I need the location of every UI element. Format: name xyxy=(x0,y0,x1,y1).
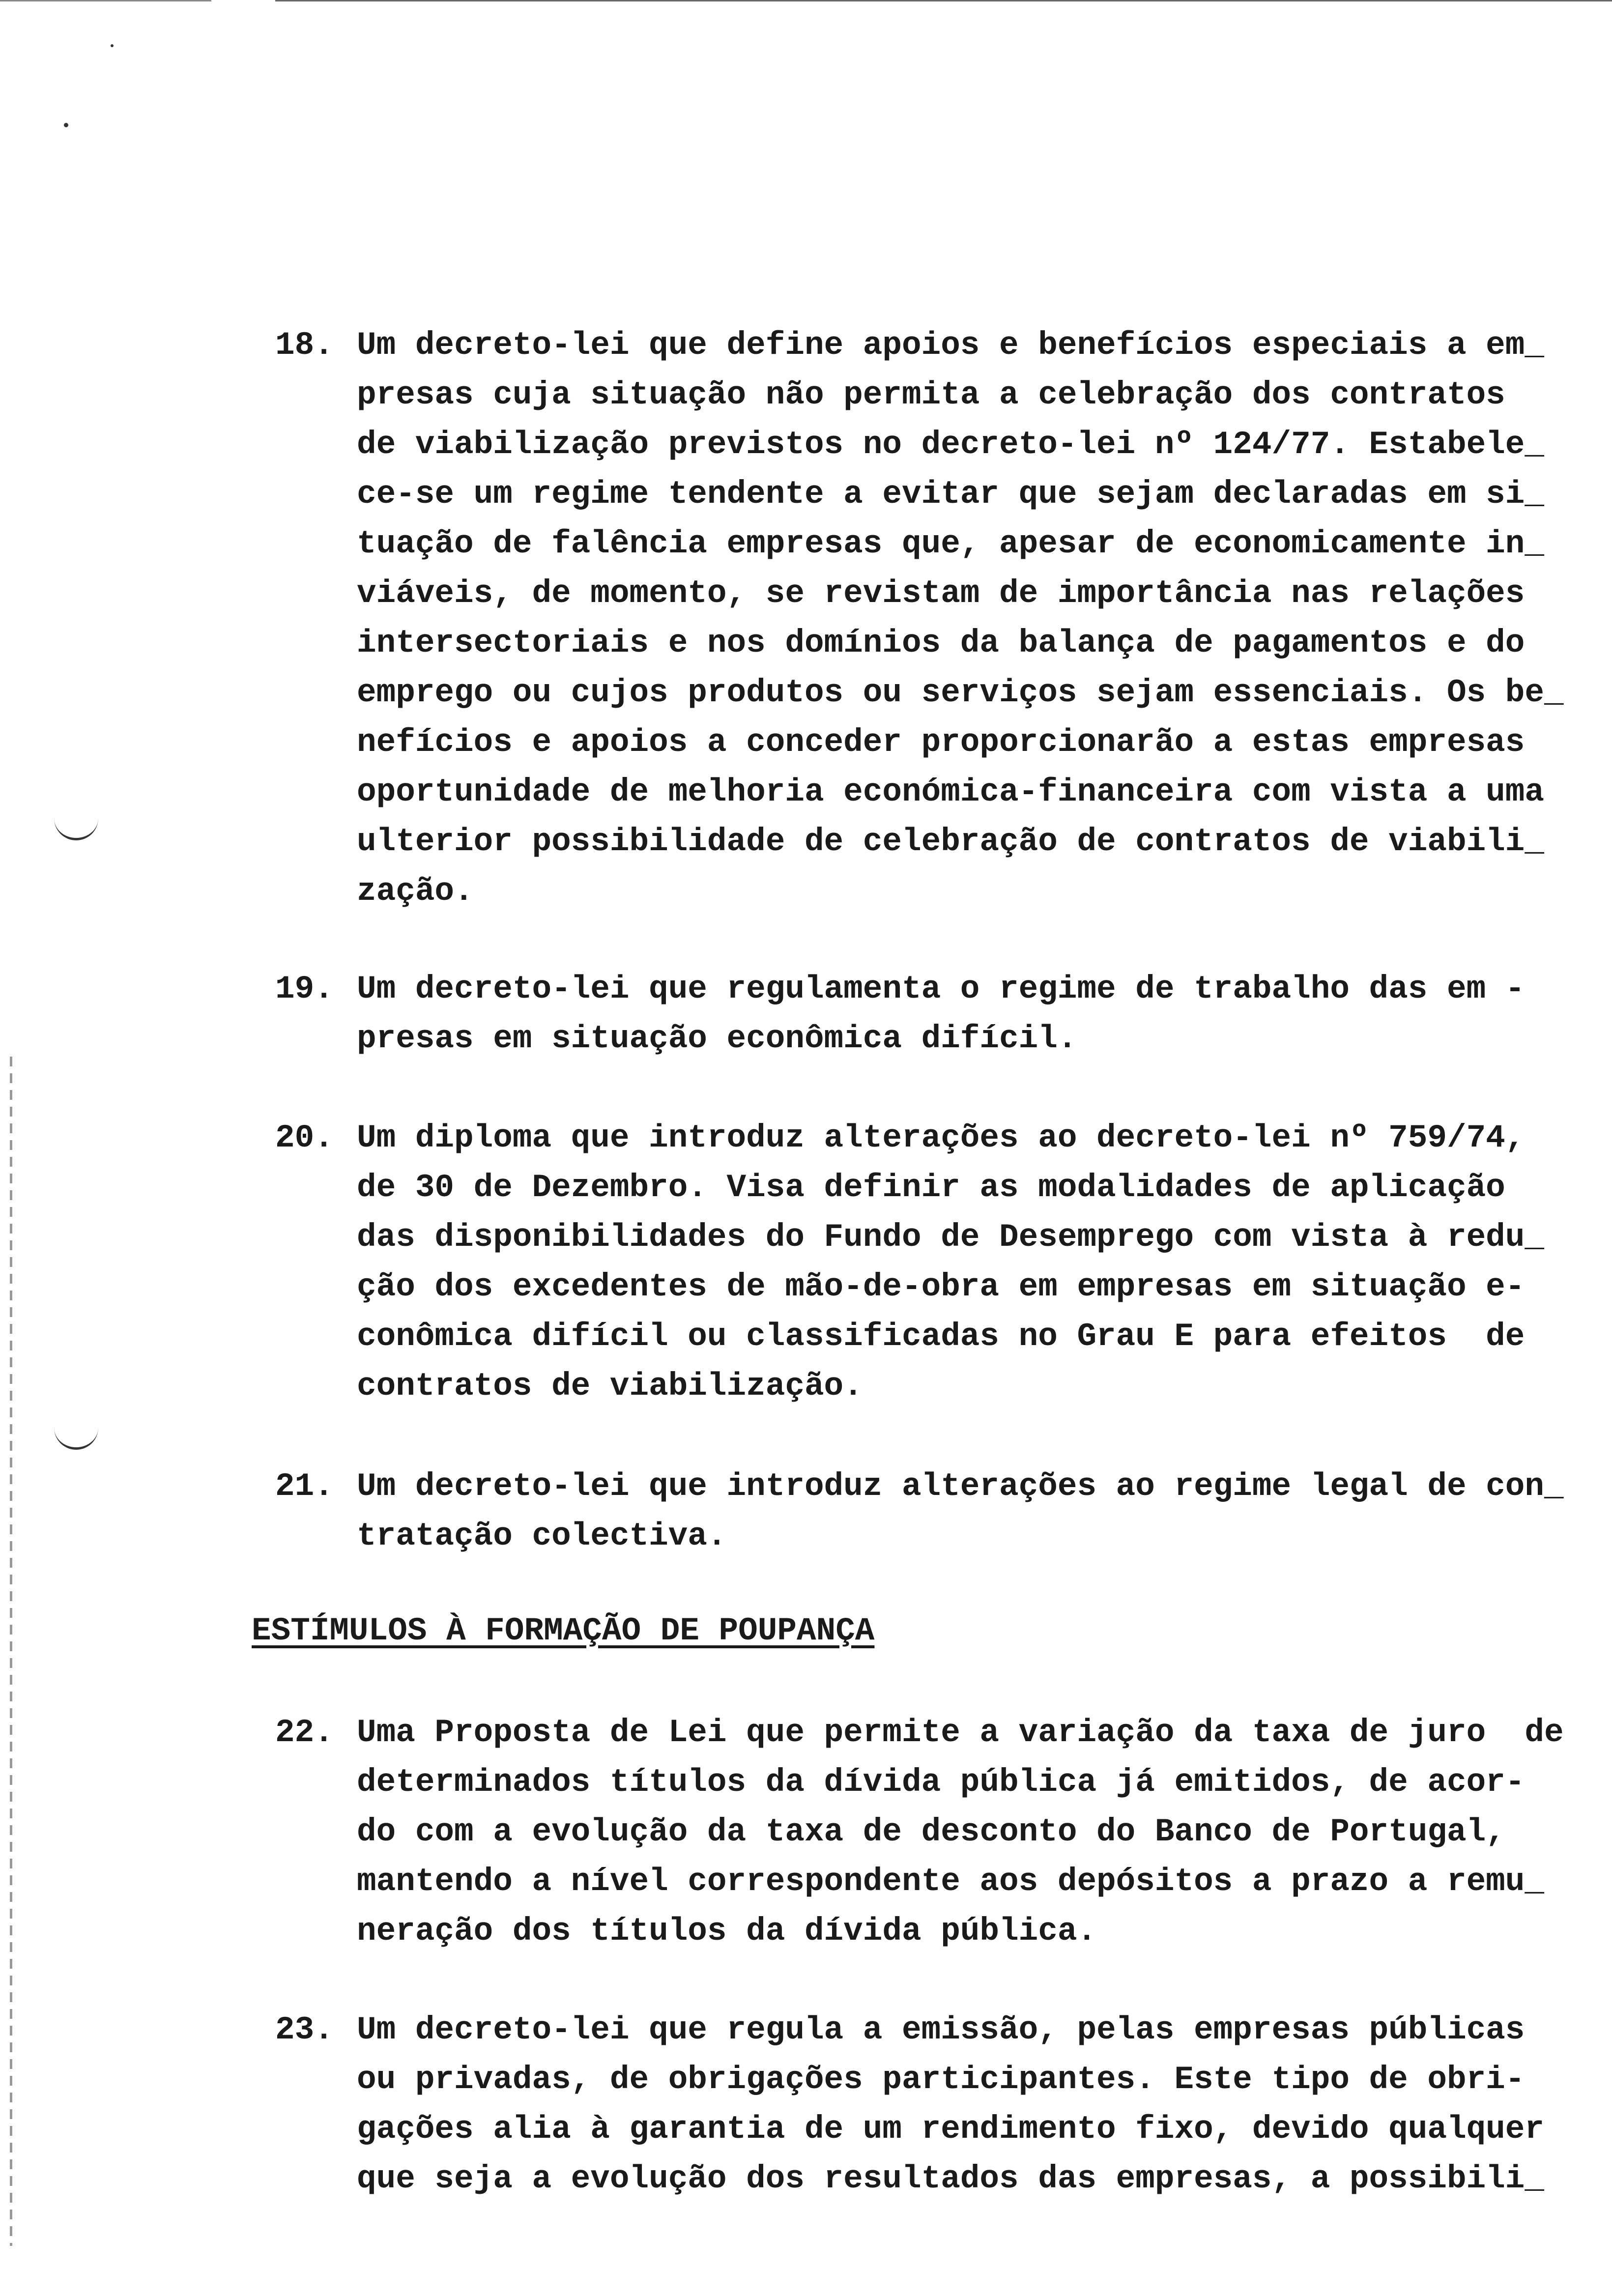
item-number: 21. xyxy=(275,1468,334,1505)
text-line: de 30 de Dezembro. Visa definir as modalidades de aplicação xyxy=(357,1169,1505,1206)
text-line: gações alia à garantia de um rendimento fixo, devido qualquer xyxy=(357,2111,1544,2148)
scan-left-edge-artifact xyxy=(10,1057,12,2246)
text-line: contratos de viabilização. xyxy=(357,1368,863,1405)
text-line: ou privadas, de obrigações participantes. Este tipo de obri- xyxy=(357,2061,1525,2098)
text-line: intersectoriais e nos domínios da balança de pagamentos e do xyxy=(357,625,1525,661)
item-text xyxy=(357,1462,1564,1561)
text-line: de viabilização previstos no decreto-lei nº 124/77. Estabele_ xyxy=(357,426,1544,463)
text-line: emprego ou cujos produtos ou serviços sejam essenciais. Os be_ xyxy=(357,674,1564,711)
item-text xyxy=(357,964,1536,1063)
text-line: mantendo a nível correspondente aos depósitos a prazo a remu_ xyxy=(357,1863,1544,1900)
text-line: conômica difícil ou classificadas no Grau E para efeitos de xyxy=(357,1318,1525,1355)
scan-speck xyxy=(111,44,114,47)
text-line: presas em situação econômica difícil. xyxy=(357,1020,1077,1057)
text-line: neração dos títulos da dívida pública. xyxy=(357,1913,1097,1950)
section-heading: ESTÍMULOS À FORMAÇÃO DE POUPANÇA xyxy=(252,1612,875,1649)
text-line: Um decreto-lei que define apoios e benefícios especiais a em_ xyxy=(357,327,1544,364)
item-number: 20. xyxy=(275,1119,334,1156)
item-number: 18. xyxy=(275,327,334,364)
text-line: que seja a evolução dos resultados das empresas, a possibili_ xyxy=(357,2160,1544,2197)
text-line: zação. xyxy=(357,873,474,910)
scan-speck xyxy=(64,123,68,127)
text-line: ção dos excedentes de mão-de-obra em empresas em situação e- xyxy=(357,1268,1525,1305)
top-edge-rule xyxy=(275,0,1612,1)
text-line: presas cuja situação não permita a celebração dos contratos xyxy=(357,376,1505,413)
text-line: determinados títulos da dívida pública já emitidos, de acor- xyxy=(357,1764,1525,1801)
text-line: das disponibilidades do Fundo de Desemprego com vista à redu_ xyxy=(357,1219,1544,1256)
text-line: ce-se um regime tendente a evitar que sejam declaradas em si_ xyxy=(357,476,1544,513)
text-line: tuação de falência empresas que, apesar de economicamente in_ xyxy=(357,525,1544,562)
top-edge-rule-left xyxy=(0,0,211,1)
text-line: viáveis, de momento, se revistam de importância nas relações xyxy=(357,575,1525,612)
text-line: Uma Proposta de Lei que permite a variação da taxa de juro de xyxy=(357,1714,1564,1751)
text-line: Um decreto-lei que regula a emissão, pelas empresas públicas xyxy=(357,2011,1525,2048)
text-line: ulterior possibilidade de celebração de contratos de viabili_ xyxy=(357,823,1544,860)
text-line: oportunidade de melhoria económica-financeira com vista a uma xyxy=(357,774,1544,810)
item-text xyxy=(357,1708,1564,1956)
item-text xyxy=(357,1113,1544,1411)
item-text xyxy=(357,2005,1544,2204)
item-number: 23. xyxy=(275,2011,334,2048)
item-number: 19. xyxy=(275,971,334,1007)
text-line: Um diploma que introduz alterações ao decreto-lei nº 759/74, xyxy=(357,1119,1525,1156)
text-line: Um decreto-lei que introduz alterações ao regime legal de con_ xyxy=(357,1468,1564,1505)
text-line: do com a evolução da taxa de desconto do Banco de Portugal, xyxy=(357,1813,1505,1850)
text-line: Um decreto-lei que regulamenta o regime de trabalho das em - xyxy=(357,971,1525,1007)
item-text xyxy=(357,320,1564,916)
margin-punch-mark xyxy=(54,1425,98,1450)
margin-punch-mark xyxy=(54,816,98,840)
text-line: nefícios e apoios a conceder proporcionarão a estas empresas xyxy=(357,724,1525,761)
item-number: 22. xyxy=(275,1714,334,1751)
text-line: tratação colectiva. xyxy=(357,1518,727,1554)
